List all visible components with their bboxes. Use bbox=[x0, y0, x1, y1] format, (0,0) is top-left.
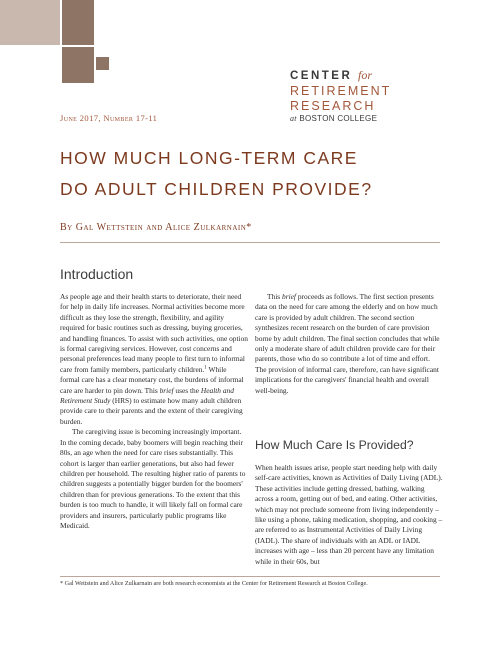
logo-square-right bbox=[96, 57, 109, 70]
logo-square-middle bbox=[62, 47, 94, 83]
org-name-boston-college: BOSTON COLLEGE bbox=[299, 114, 378, 123]
org-name-research: RESEARCH bbox=[290, 99, 376, 113]
logo-square-top-right bbox=[62, 0, 94, 45]
intro-paragraph-2: The caregiving issue is becoming increasingly important. In the coming decade, baby boomers will begin reaching their 80s, an age when the need for care rises substantially. This cohort is larger than earlier generations, but also had fewer children per household. The resulting higher ratio of parents to children suggests a potentially bigger burden for the boomers' children than for previous generations. To the extent that this burden is too much to handle, it will likely fall on formal care providers and insurers, particularly public programs like Medicaid. bbox=[60, 427, 246, 530]
footnote-ref: 1 bbox=[204, 365, 207, 371]
introduction-column-right bbox=[255, 292, 443, 396]
heading-how-much-care: How Much Care Is Provided? bbox=[255, 438, 414, 452]
intro-paragraph-1: As people age and their health starts to deteriorate, their need for help in daily life increases. Normal activities become more difficult as they lose the strength, flexibility, and agility required for basic routines such as dressing, buying groceries, and handling finances. To assist with such activities, one option is formal caregiving services. However, cost concerns and personal preferences lead many people to first turn to informal care from family members, particularly children.$^1$ While formal care has a clear monetary cost, the burdens of informal care are harder to pin down. This brief uses the Health and Retirement Study (HRS) to estimate how many adult children provide care to their parents and the extent of their caregiving burden. bbox=[60, 292, 248, 426]
heading-introduction: Introduction bbox=[60, 266, 134, 282]
care-column bbox=[255, 463, 443, 567]
logo-mark bbox=[0, 0, 110, 85]
org-name-at: at bbox=[290, 114, 297, 123]
issue-line: June 2017, Number 17-11 bbox=[60, 113, 158, 123]
introduction-column bbox=[60, 292, 248, 531]
divider-top bbox=[60, 242, 440, 243]
logo-square-top-left bbox=[0, 0, 60, 45]
intro-paragraph-3: This brief proceeds as follows. The first section presents data on the need for care among the elderly and on how much care is provided by adult children. The second section synthesizes recent research on the burden of care provision borne by adult children. The final section concludes that while only a moderate share of adult children provide care for their parents, those who do so contribute a lot of time and effort. The provision of informal care, therefore, can have significant implications for the caregivers' financial health and overall well-being. bbox=[255, 292, 440, 395]
author-line: By Gal Wettstein and Alice Zulkarnain* bbox=[60, 222, 252, 233]
page-title bbox=[60, 143, 460, 205]
org-name-retirement: RETIREMENT bbox=[290, 84, 392, 98]
org-name-center: CENTER bbox=[290, 70, 353, 82]
org-logo bbox=[290, 68, 440, 123]
title-line-1: HOW MUCH LONG-TERM CARE bbox=[60, 148, 358, 168]
care-paragraph-1: When health issues arise, people start needing help with daily self-care activities, known as Activities of Daily Living (ADL). These activities include getting dressed, bathing, walking across a room, getting out of bed, and eating. Other activities, which may not preclude someone from living independently – like using a phone, taking medication, shopping, and cooking – are referred to as Instrumental Activities of Daily Living (IADL). The share of individuals with an ADL or IADL increases with age – less than 20 percent have any limitation while in their 60s, but bbox=[255, 463, 443, 566]
divider-footnote bbox=[60, 576, 440, 577]
footnote: * Gal Wettstein and Alice Zulkarnain are both research economists at the Center for Retirement Research at Boston College. bbox=[60, 580, 368, 587]
org-name-for: for bbox=[357, 68, 372, 82]
title-line-2: DO ADULT CHILDREN PROVIDE? bbox=[60, 179, 373, 199]
